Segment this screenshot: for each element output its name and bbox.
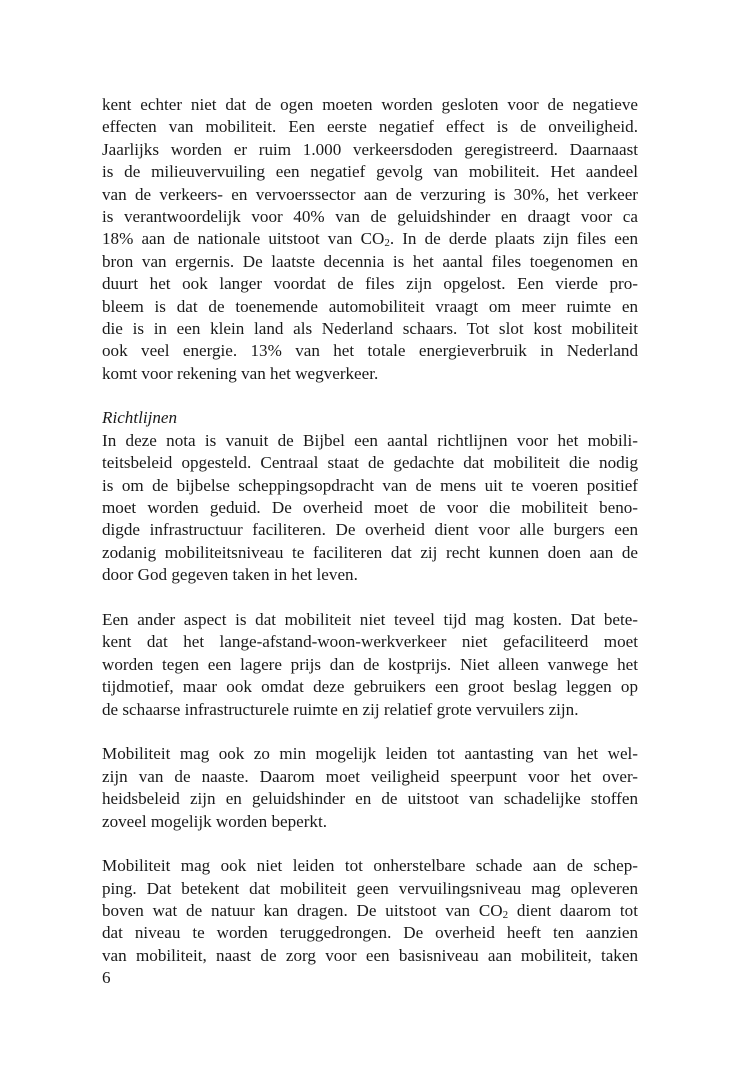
text-line: effecten van mobiliteit. Een eerste negatief effect is de onveiligheid. [102, 117, 638, 137]
text-line: die is in een klein land als Nederland schaars. Tot slot kost mobiliteit [102, 318, 638, 338]
text-line: bleem is dat de toenemende automobiliteit vraagt om meer ruimte en [102, 296, 638, 316]
text-line: worden tegen een lagere prijs dan de kostprijs. Niet alleen vanwege het [102, 654, 638, 674]
paragraph-gap [102, 385, 638, 407]
text-line: komt voor rekening van het wegverkeer. [102, 363, 379, 383]
text-line: teitsbeleid opgesteld. Centraal staat de gedachte dat mobiliteit die nodig [102, 453, 638, 473]
text-line: de schaarse infrastructurele ruimte en zij relatief grote vervuilers zijn. [102, 699, 579, 719]
section-paragraph-4 [102, 855, 638, 967]
text-line: van mobiliteit, naast de zorg voor een basisniveau aan mobiliteit, taken [102, 945, 638, 965]
text-line: is verantwoordelijk voor 40% van de geluidshinder en draagt voor ca [102, 206, 638, 226]
section-paragraph-1 [102, 430, 638, 587]
text-line: is de milieuvervuiling een negatief gevolg van mobiliteit. Het aandeel [102, 162, 638, 182]
text-line: Mobiliteit mag ook niet leiden tot onherstelbare schade aan de schep- [102, 856, 638, 876]
text-line: zodanig mobiliteitsniveau te faciliteren dat zij recht kunnen doen aan de [102, 542, 638, 562]
text-line: bron van ergernis. De laatste decennia is het aantal files toegenomen en [102, 251, 638, 271]
text-line: ping. Dat betekent dat mobiliteit geen vervuilingsniveau mag opleveren [102, 878, 638, 898]
text-line: digde infrastructuur faciliteren. De overheid dient voor alle burgers een [102, 520, 638, 540]
text-line: door God gegeven taken in het leven. [102, 565, 358, 585]
section-paragraph-2 [102, 609, 638, 721]
page-body [102, 94, 638, 967]
text-line: Een ander aspect is dat mobiliteit niet teveel tijd mag kosten. Dat bete- [102, 609, 638, 629]
text-line: boven wat de natuur kan dragen. De uitstoot van $CO_2$ dient daarom tot [102, 901, 638, 922]
text-line: kent dat het lange-afstand-woon-werkverkeer niet gefaciliteerd moet [102, 632, 638, 652]
text-line: dat niveau te worden teruggedrongen. De overheid heeft ten aanzien [102, 923, 638, 943]
paragraph-intro [102, 94, 638, 385]
text-line: moet worden geduid. De overheid moet de voor die mobiliteit beno- [102, 498, 638, 518]
text-line: tijdmotief, maar ook omdat deze gebruikers een groot beslag leggen op [102, 677, 638, 697]
text-line: duurt het ook langer voordat de files zijn opgelost. Een vierde pro- [102, 274, 638, 294]
text-line: 18% aan de nationale uitstoot van $CO_2$. In de derde plaats zijn files een [102, 229, 638, 250]
text-line: In deze nota is vanuit de Bijbel een aantal richtlijnen voor het mobili- [102, 430, 638, 450]
text-line: heidsbeleid zijn en geluidshinder en de uitstoot van schadelijke stoffen [102, 789, 638, 809]
paragraph-gap [102, 833, 638, 855]
section-paragraph-3 [102, 743, 638, 833]
paragraph-gap [102, 587, 638, 609]
paragraph-gap [102, 721, 638, 743]
text-line: is om de bijbelse scheppingsopdracht van de mens uit te voeren positief [102, 475, 638, 495]
page-number: 6 [102, 968, 111, 987]
text-line: ook veel energie. 13% van het totale energieverbruik in Nederland [102, 341, 638, 361]
text-line: van de verkeers- en vervoerssector aan de verzuring is 30%, het verkeer [102, 184, 638, 204]
text-line: Jaarlijks worden er ruim 1.000 verkeersdoden geregistreerd. Daarnaast [102, 139, 638, 159]
text-line: kent echter niet dat de ogen moeten worden gesloten voor de negatieve [102, 95, 638, 114]
text-line: zijn van de naaste. Daarom moet veiligheid speerpunt voor het over- [102, 766, 638, 786]
text-line: Mobiliteit mag ook zo min mogelijk leiden tot aantasting van het wel- [102, 744, 638, 764]
section-heading: Richtlijnen [102, 408, 178, 428]
text-line: zoveel mogelijk worden beperkt. [102, 811, 327, 831]
